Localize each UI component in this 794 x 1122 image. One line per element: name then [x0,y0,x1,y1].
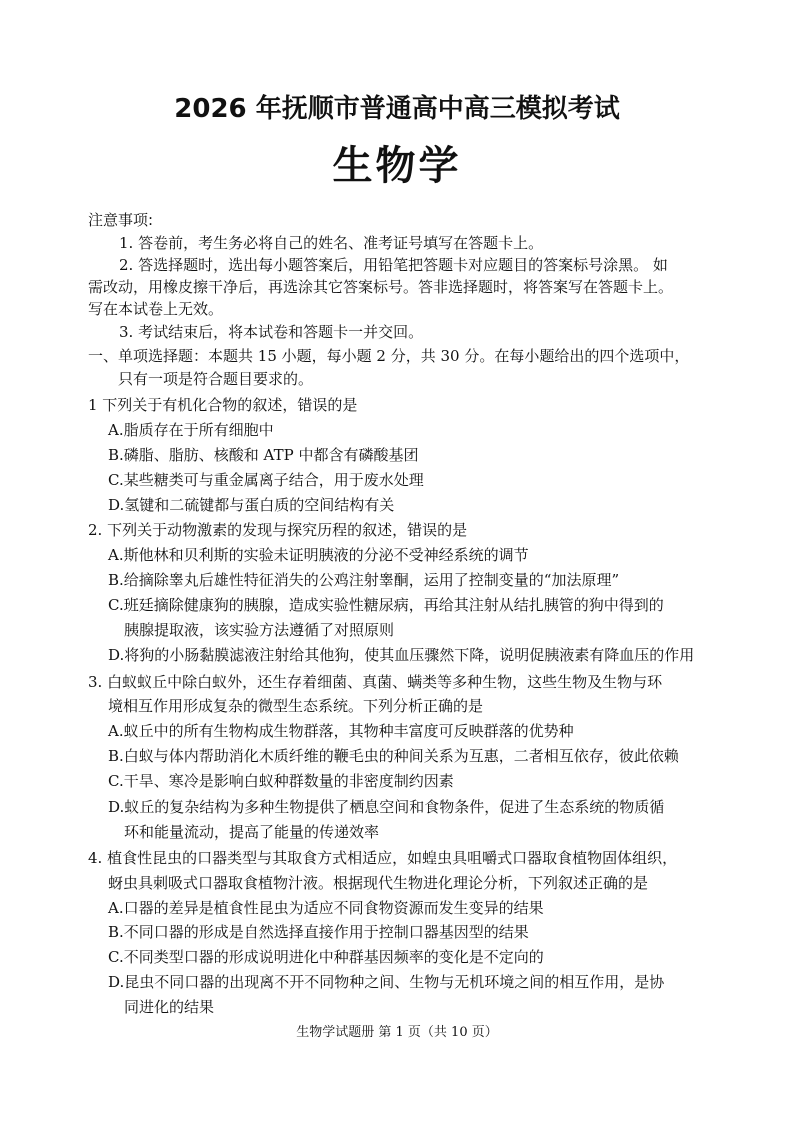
notice-item-3: 3. 考试结束后，将本试卷和答题卡一并交回。 [119,323,424,341]
question-3-stem-line-2: 境相互作用形成复杂的微型生态系统。下列分析正确的是 [108,697,484,715]
question-2-option-c-line-2: 胰腺提取液，该实验方法遵循了对照原则 [124,621,395,639]
question-4-stem-line-1: 4. 植食性昆虫的口器类型与其取食方式相适应，如蝗虫具咀嚼式口器取食植物固体组织， [88,849,678,867]
notice-heading: 注意事项: [88,211,154,229]
question-2-option-a: A.斯他林和贝利斯的实验未证明胰液的分泌不受神经系统的调节 [108,546,529,564]
notice-item-2-line-2: 需改动，用橡皮擦干净后，再选涂其它答案标号。答非选择题时，将答案写在答题卡上。 [88,278,674,296]
question-4-option-d-line-2: 同进化的结果 [124,998,215,1016]
question-2-option-b: B.给摘除睾丸后雄性特征消失的公鸡注射睾酮，运用了控制变量的“加法原理” [108,571,620,589]
question-4-stem-line-2: 蚜虫具刺吸式口器取食植物汁液。根据现代生物进化理论分析，下列叙述正确的是 [108,874,649,892]
question-1-option-c: C.某些糖类可与重金属离子结合，用于废水处理 [108,471,424,489]
section-heading-line-2: 只有一项是符合题目要求的。 [118,370,314,388]
question-1-option-d: D.氢键和二硫键都与蛋白质的空间结构有关 [108,496,395,514]
question-1-stem: 1 下列关于有机化合物的叙述，错误的是 [88,396,358,414]
page-footer: 生物学试题册 第 1 页（共 10 页） [296,1025,498,1040]
exam-title: 2026 年抚顺市普通高中高三模拟考试 [174,94,620,124]
question-1-option-b: B.磷脂、脂肪、核酸和 ATP 中都含有磷酸基团 [108,446,419,464]
question-3-stem-line-1: 3. 白蚁蚁丘中除白蚁外，还生存着细菌、真菌、螨类等多种生物，这些生物及生物与环 [88,673,663,691]
question-1-option-a: A.脂质存在于所有细胞中 [108,421,274,439]
question-3-option-d-line-1: D.蚁丘的复杂结构为多种生物提供了栖息空间和食物条件，促进了生态系统的物质循 [108,798,665,816]
section-heading-line-1: 一、单项选择题：本题共 15 小题，每小题 2 分，共 30 分。在每小题给出的四个选项中， [88,347,690,365]
question-3-option-b: B.白蚁与体内帮助消化木质纤维的鞭毛虫的种间关系为互惠，二者相互依存，彼此依赖 [108,747,679,765]
notice-item-2-line-3: 写在本试卷上无效。 [88,300,224,318]
question-2-option-d: D.将狗的小肠黏膜滤液注射给其他狗，使其血压骤然下降，说明促胰液素有降血压的作用 [108,646,695,664]
question-4-option-c: C.不同类型口器的形成说明进化中种群基因频率的变化是不定向的 [108,948,544,966]
question-3-option-d-line-2: 环和能量流动，提高了能量的传递效率 [124,823,380,841]
question-3-option-a: A.蚁丘中的所有生物构成生物群落，其物种丰富度可反映群落的优势种 [108,722,574,740]
subject-title: 生物学 [332,143,462,189]
question-4-option-b: B.不同口器的形成是自然选择直接作用于控制口器基因型的结果 [108,923,529,941]
question-3-option-c: C.干旱、寒冷是影响白蚁种群数量的非密度制约因素 [108,772,454,790]
question-4-option-a: A.口器的差异是植食性昆虫为适应不同食物资源而发生变异的结果 [108,899,544,917]
question-2-stem: 2. 下列关于动物激素的发现与探究历程的叙述，错误的是 [88,521,468,539]
notice-item-2-line-1: 2. 答选择题时，选出每小题答案后，用铅笔把答题卡对应题目的答案标号涂黑。 如 [119,256,668,274]
question-2-option-c-line-1: C.班廷摘除健康狗的胰腺，造成实验性糖尿病，再给其注射从结扎胰管的狗中得到的 [108,596,664,614]
notice-item-1: 1. 答卷前，考生务必将自己的姓名、准考证号填写在答题卡上。 [119,234,544,252]
question-4-option-d-line-1: D.昆虫不同口器的出现离不开不同物种之间、生物与无机环境之间的相互作用，是协 [108,973,665,991]
